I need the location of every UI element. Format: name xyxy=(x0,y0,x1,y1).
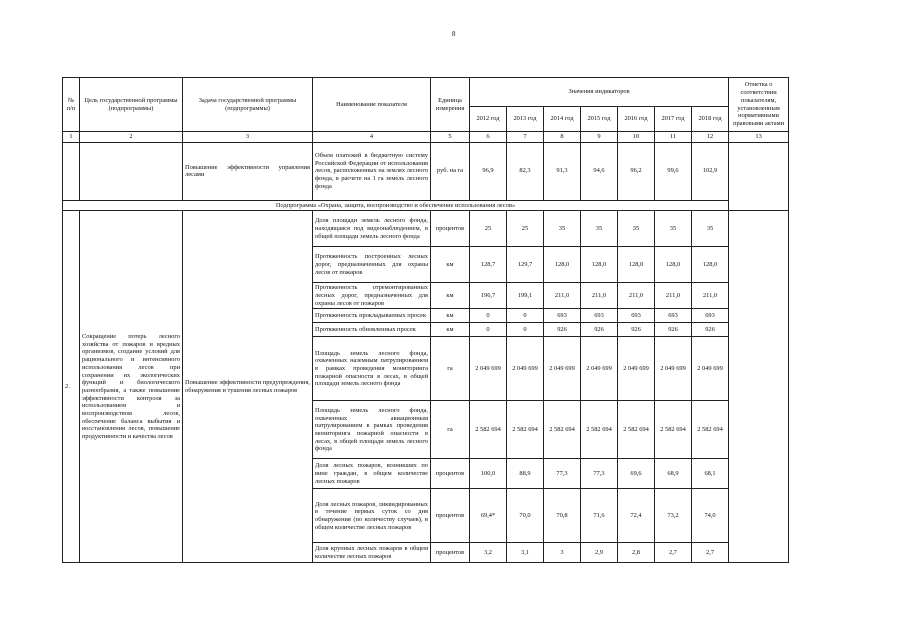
value-cell: 96,2 xyxy=(618,142,655,200)
unit-cell: км xyxy=(431,323,470,337)
year-header: 2016 год xyxy=(618,107,655,132)
value-cell: 2 582 694 xyxy=(618,401,655,459)
value-cell: 2 582 694 xyxy=(470,401,507,459)
value-cell: 100,0 xyxy=(470,459,507,489)
indicator-cell: Объем платежей в бюджетную систему Российской Федерации от использования лесов, расположенных на землях лесного фонда, в расчете на 1 га земель лесного фонда xyxy=(313,142,431,200)
value-cell: 693 xyxy=(544,309,581,323)
value-cell: 99,6 xyxy=(655,142,692,200)
column-number: 11 xyxy=(655,132,692,143)
value-cell: 35 xyxy=(618,211,655,247)
year-header: 2012 год xyxy=(470,107,507,132)
value-cell: 926 xyxy=(544,323,581,337)
value-cell: 2 049 699 xyxy=(618,337,655,401)
column-number: 2 xyxy=(80,132,183,143)
value-cell: 2 582 694 xyxy=(655,401,692,459)
value-cell: 0 xyxy=(470,309,507,323)
value-cell: 926 xyxy=(692,323,729,337)
column-number: 9 xyxy=(581,132,618,143)
value-cell: 77,3 xyxy=(544,459,581,489)
year-header: 2013 год xyxy=(507,107,544,132)
value-cell: 211,0 xyxy=(692,283,729,309)
value-cell: 96,9 xyxy=(470,142,507,200)
page-number: 8 xyxy=(452,30,456,38)
value-cell: 2 582 694 xyxy=(544,401,581,459)
header-unit: Единица измерения xyxy=(431,78,470,132)
indicator-cell: Протяженность обновленных просек xyxy=(313,323,431,337)
unit-cell: процентов xyxy=(431,211,470,247)
value-cell: 2 049 699 xyxy=(581,337,618,401)
unit-cell: процентов xyxy=(431,489,470,543)
value-cell: 128,0 xyxy=(544,247,581,283)
value-cell: 693 xyxy=(618,309,655,323)
value-cell: 35 xyxy=(692,211,729,247)
value-cell: 128,0 xyxy=(692,247,729,283)
value-cell: 199,1 xyxy=(507,283,544,309)
subprogram-row xyxy=(63,200,789,211)
value-cell: 2 049 699 xyxy=(470,337,507,401)
value-cell: 2 582 694 xyxy=(692,401,729,459)
unit-cell: км xyxy=(431,309,470,323)
goal-cell: Сокращение потерь лесного хозяйства от пожаров и вредных организмов, создание условий для рационального и интенсивного использования лесов при сохранении их экологических функций и биологического разнообразия, а также повышение эффективности контроля за использованием и воспроизводством лесов, обеспечение баланса выбытия и восстановления лесов, повышение продуктивности и качества лесов xyxy=(80,211,183,563)
value-cell: 211,0 xyxy=(618,283,655,309)
value-cell: 128,0 xyxy=(581,247,618,283)
value-cell: 2 049 699 xyxy=(692,337,729,401)
indicators-table xyxy=(62,77,789,563)
unit-cell: га xyxy=(431,401,470,459)
column-number: 10 xyxy=(618,132,655,143)
indicator-cell: Протяженность построенных лесных дорог, предназначенных для охраны лесов от пожаров xyxy=(313,247,431,283)
value-cell: 2,8 xyxy=(618,543,655,563)
goal-cell xyxy=(80,142,183,200)
column-number: 8 xyxy=(544,132,581,143)
row-num-cell: 2. xyxy=(63,211,80,563)
value-cell: 2 582 694 xyxy=(581,401,618,459)
value-cell: 2,7 xyxy=(655,543,692,563)
value-cell: 2 582 694 xyxy=(507,401,544,459)
indicator-cell: Доля крупных лесных пожаров в общем количестве лесных пожаров xyxy=(313,543,431,563)
header-values: Значения индикаторов xyxy=(470,78,729,107)
value-cell: 2 049 699 xyxy=(507,337,544,401)
unit-cell: км xyxy=(431,247,470,283)
value-cell: 693 xyxy=(581,309,618,323)
value-cell: 72,4 xyxy=(618,489,655,543)
value-cell: 2,7 xyxy=(692,543,729,563)
column-number: 7 xyxy=(507,132,544,143)
value-cell: 94,6 xyxy=(581,142,618,200)
value-cell: 77,3 xyxy=(581,459,618,489)
value-cell: 70,0 xyxy=(507,489,544,543)
column-number: 3 xyxy=(183,132,313,143)
table-row xyxy=(63,211,789,247)
value-cell: 35 xyxy=(544,211,581,247)
value-cell: 128,0 xyxy=(655,247,692,283)
value-cell: 129,7 xyxy=(507,247,544,283)
indicator-cell: Протяженность отремонтированных лесных дорог, предназначенных для охраны лесов от пожаров xyxy=(313,283,431,309)
column-number: 5 xyxy=(431,132,470,143)
mark-cell xyxy=(729,142,789,211)
unit-cell: руб. на га xyxy=(431,142,470,200)
value-cell: 69,6 xyxy=(618,459,655,489)
value-cell: 693 xyxy=(655,309,692,323)
value-cell: 196,7 xyxy=(470,283,507,309)
year-header: 2015 год xyxy=(581,107,618,132)
value-cell: 211,0 xyxy=(581,283,618,309)
value-cell: 0 xyxy=(470,323,507,337)
indicator-cell: Площадь земель лесного фонда, охваченных наземным патрулированием в рамках проведения мониторинга пожарной опасности в лесах, в общей площади земель лесного фонда xyxy=(313,337,431,401)
header-task: Задача государственной программы (подпрограммы) xyxy=(183,78,313,132)
value-cell: 74,0 xyxy=(692,489,729,543)
header-indicator: Наименование показателя xyxy=(313,78,431,132)
value-cell: 82,3 xyxy=(507,142,544,200)
indicator-cell: Доля площади земель лесного фонда, находящаяся под видеонаблюдением, в общей площади земель лесного фонда xyxy=(313,211,431,247)
unit-cell: процентов xyxy=(431,459,470,489)
value-cell: 68,1 xyxy=(692,459,729,489)
year-header: 2017 год xyxy=(655,107,692,132)
unit-cell: процентов xyxy=(431,543,470,563)
value-cell: 69,4* xyxy=(470,489,507,543)
value-cell: 693 xyxy=(692,309,729,323)
value-cell: 211,0 xyxy=(544,283,581,309)
value-cell: 102,9 xyxy=(692,142,729,200)
column-number: 6 xyxy=(470,132,507,143)
value-cell: 88,9 xyxy=(507,459,544,489)
value-cell: 73,2 xyxy=(655,489,692,543)
mark-cell xyxy=(729,211,789,563)
value-cell: 2,9 xyxy=(581,543,618,563)
value-cell: 926 xyxy=(581,323,618,337)
value-cell: 3 xyxy=(544,543,581,563)
indicator-cell: Протяженность прокладываемых просек xyxy=(313,309,431,323)
value-cell: 68,9 xyxy=(655,459,692,489)
value-cell: 0 xyxy=(507,323,544,337)
value-cell: 128,7 xyxy=(470,247,507,283)
column-number: 12 xyxy=(692,132,729,143)
value-cell: 2 049 699 xyxy=(544,337,581,401)
value-cell: 91,3 xyxy=(544,142,581,200)
column-number: 4 xyxy=(313,132,431,143)
header-goal: Цель государственной программы (подпрограммы) xyxy=(80,78,183,132)
value-cell: 71,6 xyxy=(581,489,618,543)
value-cell: 0 xyxy=(507,309,544,323)
value-cell: 3,1 xyxy=(507,543,544,563)
value-cell: 128,0 xyxy=(618,247,655,283)
year-header: 2014 год xyxy=(544,107,581,132)
indicator-cell: Доля лесных пожаров, возникших по вине граждан, в общем количестве лесных пожаров xyxy=(313,459,431,489)
indicator-cell: Площадь земель лесного фонда, охваченных авиационным патрулированием в рамках проведения мониторинга пожарной опасности в лесах, в общей площади земель лесного фонда xyxy=(313,401,431,459)
header-mark: Отметка о соответствии показателям, установленным нормативными правовыми актами xyxy=(729,78,789,132)
value-cell: 25 xyxy=(470,211,507,247)
value-cell: 70,8 xyxy=(544,489,581,543)
value-cell: 926 xyxy=(618,323,655,337)
column-number: 1 xyxy=(63,132,80,143)
unit-cell: га xyxy=(431,337,470,401)
value-cell: 2 049 699 xyxy=(655,337,692,401)
column-number: 13 xyxy=(729,132,789,143)
value-cell: 35 xyxy=(655,211,692,247)
value-cell: 926 xyxy=(655,323,692,337)
value-cell: 3,2 xyxy=(470,543,507,563)
header-num: № п/п xyxy=(63,78,80,132)
task-cell: Повышение эффективности предупреждения, обнаружения и тушения лесных пожаров xyxy=(183,211,313,563)
value-cell: 25 xyxy=(507,211,544,247)
subprogram-title: Подпрограмма «Охрана, защита, воспроизводство и обеспечение использования лесов» xyxy=(63,200,729,211)
year-header: 2018 год xyxy=(692,107,729,132)
value-cell: 211,0 xyxy=(655,283,692,309)
value-cell: 35 xyxy=(581,211,618,247)
table-row xyxy=(63,142,789,200)
row-num-cell xyxy=(63,142,80,200)
task-cell: Повышение эффективности управления лесами xyxy=(183,142,313,200)
indicator-cell: Доля лесных пожаров, ликвидированных в течение первых суток со дня обнаружения (по количеству случаев), в общем количестве лесных пожаров xyxy=(313,489,431,543)
unit-cell: км xyxy=(431,283,470,309)
